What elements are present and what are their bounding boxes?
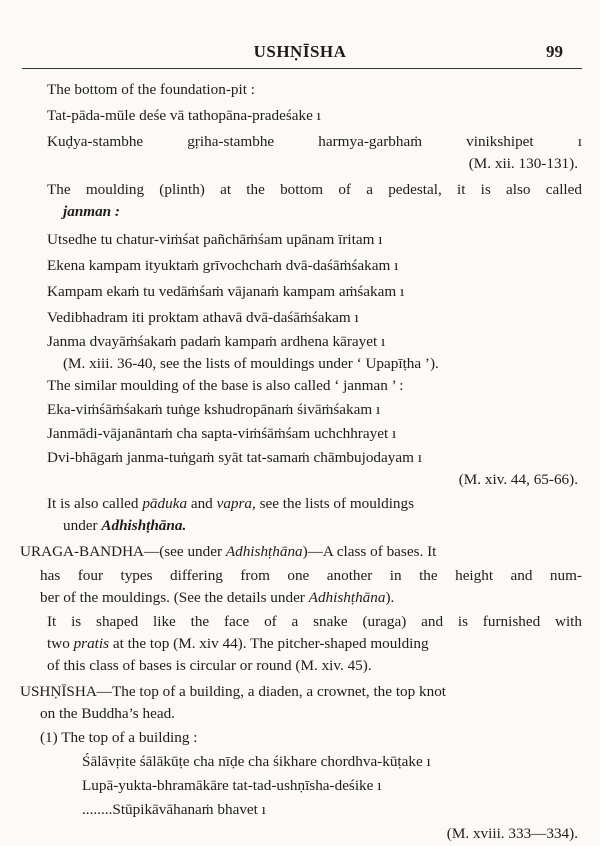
text-run: —(see under (144, 543, 226, 560)
text-line (47, 494, 414, 514)
verse-line: Śālāvṛite śālākūṭe cha nīḍe cha śikhare chordhva-kūṭake ı (82, 753, 431, 770)
term: pratis (73, 635, 110, 652)
text-run: and (187, 495, 217, 512)
page-number: 99 (546, 42, 563, 61)
text-line: The bottom of the foundation-pit : (47, 81, 255, 98)
citation: (M. xiii. 36-40, see the lists of mouldings under ‘ Upapīṭha ’). (63, 355, 439, 372)
text-run: at the top (M. xiv 44). The pitcher-shaped moulding (109, 635, 429, 652)
verse-line: ........Stūpikāvāhanaṁ bhavet ı (82, 801, 266, 818)
text-run: , see the lists of mouldings (252, 495, 415, 512)
term: pāduka (142, 495, 188, 512)
cross-reference: Adhishṭhāna (225, 543, 303, 560)
text-line: The similar moulding of the base is also called ‘ janman ’ : (47, 377, 404, 394)
entry-heading-line (20, 682, 446, 702)
verse-line: Eka-viṁśāṁśakaṁ tuṅge kshudropānaṁ śivāṁśakam ı (47, 401, 381, 418)
verse-line: Dvi-bhāgaṁ janma-tuṅgaṁ syāt tat-samaṁ chāmbujodayam ı (47, 449, 422, 466)
verse-line: Lupā-yukta-bhramākāre tat-tad-ushṇīsha-deśike ı (82, 777, 382, 794)
text-line (47, 634, 429, 654)
header-rule (22, 68, 582, 69)
verse-line: Tat-pāda-mūle deśe vā tathopāna-pradeśake ı (47, 107, 321, 124)
verse-line: Utsedhe tu chatur-viṁśat pañchāṁśam upānam īritam ı (47, 231, 383, 248)
entry-heading-line (20, 542, 436, 562)
text-line: of this class of bases is circular or round (M. xiv. 45). (47, 657, 372, 674)
sub-heading: (1) The top of a building : (40, 729, 198, 746)
text-run: two (47, 635, 74, 652)
cross-reference: Adhishṭhāna (308, 589, 386, 606)
text-line: on the Buddha’s head. (40, 705, 175, 722)
citation: (M. xii. 130-131). (468, 155, 578, 172)
term: vapra (216, 495, 253, 512)
verse-line: Vedibhadram iti proktam athavā dvā-daśāṁśakam ı (47, 309, 359, 326)
citation: (M. xiv. 44, 65-66). (458, 471, 578, 488)
text-run: under (63, 517, 102, 534)
text-run: ber of the mouldings. (See the details under (40, 589, 309, 606)
term: janman : (63, 203, 120, 220)
text-line: It is shaped like the face of a snake (uraga) and is furnished with (47, 613, 582, 630)
entry-headword: URAGA-BANDHA (20, 543, 145, 560)
entry-headword: USHṆĪSHA (20, 683, 97, 700)
verse-line: Kampam ekaṁ tu vedāṁśaṁ vājanaṁ kampam aṁśakam ı (47, 283, 405, 300)
text-line: The moulding (plinth) at the bottom of a pedestal, it is also called (47, 181, 582, 198)
text-line (40, 588, 394, 608)
text-run: ). (385, 589, 395, 606)
text-line (63, 516, 186, 536)
verse-line: Janmādi-vājanāntaṁ cha sapta-viṁśāṁśam uchchhrayet ı (47, 425, 397, 442)
cross-reference: Adhishṭhāna. (101, 517, 187, 534)
text-run: —The top of a building, a diaden, a crownet, the top knot (96, 683, 447, 700)
verse-line: Janma dvayāṁśakaṁ padaṁ kampaṁ ardhena kārayet ı (47, 333, 386, 350)
text-run: It is also called (47, 495, 143, 512)
citation: (M. xviii. 333—334). (446, 825, 578, 842)
verse-line: Kuḍya-stambhe gṛiha-stambhe harmya-garbhaṁ vinikshipet ı (47, 133, 582, 150)
verse-line: Ekena kampam ityuktaṁ grīvochchaṁ dvā-daśāṁśakam ı (47, 257, 399, 274)
running-header-title: USHṆĪSHA (253, 42, 347, 61)
text-run: )—A class of bases. It (302, 543, 437, 560)
text-line: has four types differing from one another in the height and num- (40, 567, 582, 584)
